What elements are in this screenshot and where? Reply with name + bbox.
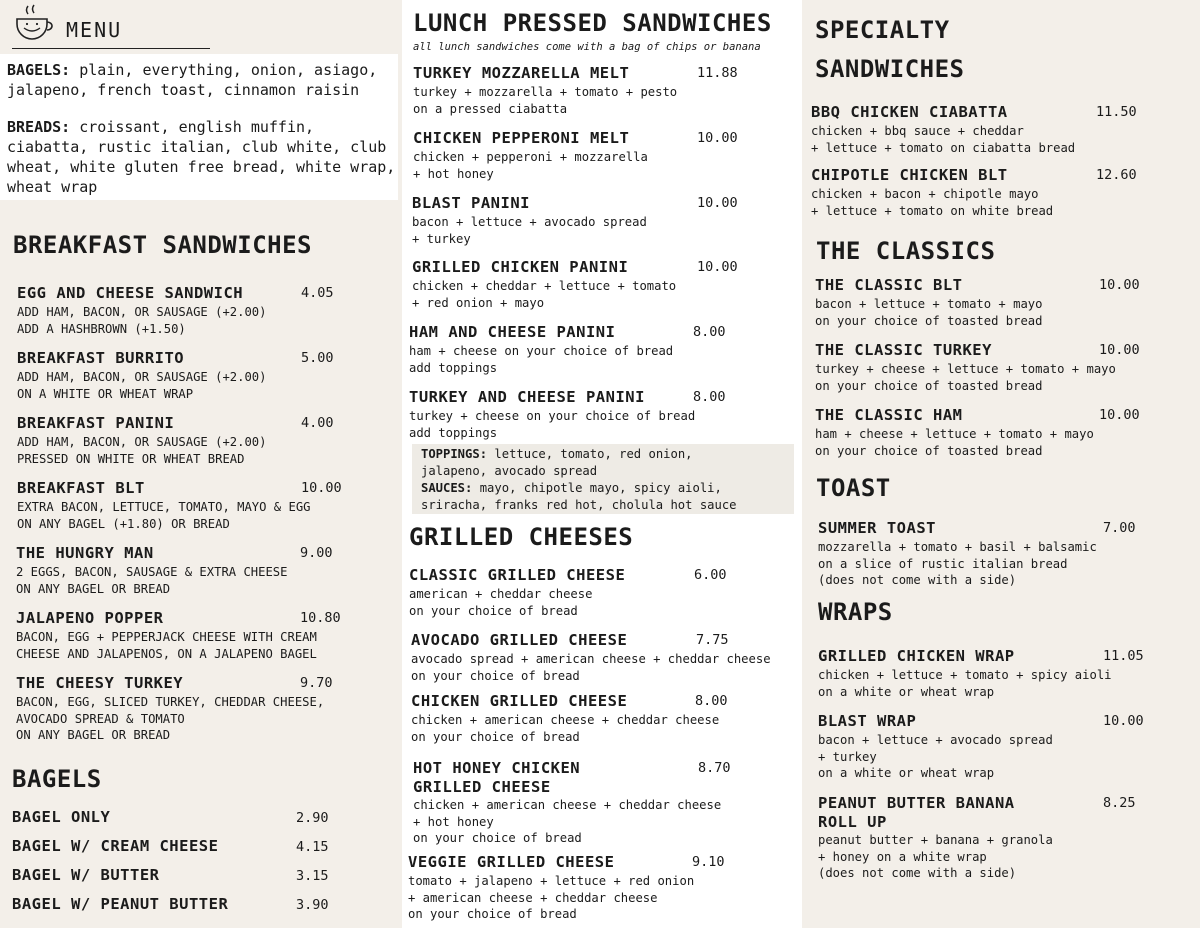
bagel-row	[12, 895, 342, 917]
item-name: CHICKEN PEPPERONI MELT	[413, 129, 630, 147]
item-price: 11.88	[697, 65, 738, 81]
menu-title: MENU	[66, 18, 123, 42]
coffee-cup-icon	[14, 4, 58, 44]
item-name: SUMMER TOAST	[818, 519, 936, 537]
breads-label: BREADS:	[7, 118, 71, 136]
specialty-title: SPECIALTY	[815, 16, 950, 44]
item-desc: chicken + american cheese + cheddar cheese + hot honey on your choice of bread	[413, 798, 722, 845]
item-name: BREAKFAST BLT	[17, 479, 145, 497]
item-desc: peanut butter + banana + granola + honey on a white wrap (does not come with a side)	[818, 833, 1053, 880]
bagel-options	[7, 60, 397, 100]
item-price: 10.00	[1099, 342, 1140, 358]
item-name: THE HUNGRY MAN	[16, 544, 154, 562]
item-price: 8.25	[1103, 795, 1136, 811]
bagel-name: BAGEL ONLY	[12, 808, 111, 826]
item-name: HAM AND CHEESE PANINI	[409, 323, 616, 341]
bagel-price: 4.15	[296, 839, 329, 855]
item-desc: ham + cheese on your choice of bread add toppings	[409, 344, 674, 375]
item-desc: bacon + lettuce + tomato + mayo on your choice of toasted bread	[815, 297, 1043, 328]
bread-options	[7, 117, 397, 197]
item-price: 12.60	[1096, 167, 1137, 183]
bagel-row	[12, 808, 342, 830]
item-desc: turkey + cheese + lettuce + tomato + mayo on your choice of toasted bread	[815, 362, 1116, 393]
item-price: 8.00	[693, 389, 726, 405]
item-name: JALAPENO POPPER	[16, 609, 164, 627]
item-name: GRILLED CHICKEN WRAP	[818, 647, 1015, 665]
sauces-line-2: sriracha, franks red hot, cholula hot sauce	[421, 498, 737, 512]
item-desc: bacon + lettuce + avocado spread + turkey on a white or wheat wrap	[818, 733, 1053, 780]
item-price: 9.00	[300, 545, 333, 561]
item-desc: ham + cheese + lettuce + tomato + mayo on your choice of toasted bread	[815, 427, 1094, 458]
item-price: 8.00	[695, 693, 728, 709]
item-desc: mozzarella + tomato + basil + balsamic on a slice of rustic italian bread (does not come with a side)	[818, 540, 1097, 587]
item-price: 10.00	[1099, 277, 1140, 293]
toppings-line	[421, 446, 693, 463]
item-price: 6.00	[694, 567, 727, 583]
item-desc: chicken + bacon + chipotle mayo + lettuce + tomato on white bread	[811, 187, 1054, 218]
item-name: BLAST WRAP	[818, 712, 917, 730]
item-name: THE CHEESY TURKEY	[16, 674, 184, 692]
column-right	[802, 0, 1200, 928]
item-desc: BACON, EGG + PEPPERJACK CHEESE WITH CREAM CHEESE AND JALAPENOS, ON A JALAPENO BAGEL	[16, 630, 317, 661]
menu-header	[12, 4, 210, 49]
item-price: 9.10	[692, 854, 725, 870]
bagel-name: BAGEL W/ BUTTER	[12, 866, 160, 884]
item-name: HOT HONEY CHICKEN	[413, 759, 581, 777]
item-desc: american + cheddar cheese on your choice of bread	[409, 587, 593, 618]
sauces-text: mayo, chipotle mayo, spicy aioli,	[479, 481, 722, 495]
bagel-row	[12, 866, 342, 888]
bagels-title: BAGELS	[12, 765, 102, 793]
item-price: 8.00	[693, 324, 726, 340]
item-price: 11.05	[1103, 648, 1144, 664]
item-name: CHIPOTLE CHICKEN BLT	[811, 166, 1008, 184]
item-desc: bacon + lettuce + avocado spread + turkey	[412, 215, 647, 246]
item-desc: tomato + jalapeno + lettuce + red onion + american cheese + cheddar cheese on your choice of bread	[408, 874, 695, 921]
wraps-title: WRAPS	[818, 598, 893, 626]
toppings-text: lettuce, tomato, red onion,	[494, 447, 693, 461]
item-name: TURKEY AND CHEESE PANINI	[409, 388, 645, 406]
bagel-name: BAGEL W/ CREAM CHEESE	[12, 837, 219, 855]
item-name: GRILLED CHICKEN PANINI	[412, 258, 629, 276]
item-name: CLASSIC GRILLED CHEESE	[409, 566, 626, 584]
breads-text: croissant, english muffin, ciabatta, rustic italian, club white, club wheat, white gluten free bread, white wrap, wheat wrap	[7, 118, 396, 196]
sauces-label: SAUCES:	[421, 481, 473, 495]
toppings-line-2: jalapeno, avocado spread	[421, 464, 598, 478]
item-price: 8.70	[698, 760, 731, 776]
item-name-line-2: ROLL UP	[818, 813, 887, 831]
bagel-name: BAGEL W/ PEANUT BUTTER	[12, 895, 229, 913]
bagel-row	[12, 837, 342, 859]
breakfast-title: BREAKFAST SANDWICHES	[13, 231, 312, 259]
item-name: AVOCADO GRILLED CHEESE	[411, 631, 628, 649]
item-price: 9.70	[300, 675, 333, 691]
item-desc: turkey + cheese on your choice of bread add toppings	[409, 409, 696, 440]
item-price: 10.80	[300, 610, 341, 626]
item-desc: ADD HAM, BACON, OR SAUSAGE (+2.00) ADD A HASHBROWN (+1.50)	[17, 305, 267, 336]
item-price: 5.00	[301, 350, 334, 366]
lunch-title: LUNCH PRESSED SANDWICHES	[413, 9, 772, 37]
item-name: PEANUT BUTTER BANANA	[818, 794, 1015, 812]
specialty-title-line-2: SANDWICHES	[815, 55, 965, 83]
bagel-price: 3.90	[296, 897, 329, 913]
toast-title: TOAST	[816, 474, 891, 502]
item-name: VEGGIE GRILLED CHEESE	[408, 853, 615, 871]
bagels-text: plain, everything, onion, asiago, jalapeno, french toast, cinnamon raisin	[7, 61, 378, 99]
item-desc: EXTRA BACON, LETTUCE, TOMATO, MAYO & EGG ON ANY BAGEL (+1.80) OR BREAD	[17, 500, 311, 531]
item-name: THE CLASSIC TURKEY	[815, 341, 992, 359]
bagel-price: 2.90	[296, 810, 329, 826]
item-price: 10.00	[1103, 713, 1144, 729]
classics-title: THE CLASSICS	[816, 237, 996, 265]
column-left	[0, 0, 402, 928]
item-desc: ADD HAM, BACON, OR SAUSAGE (+2.00) PRESSED ON WHITE OR WHEAT BREAD	[17, 435, 267, 466]
item-desc: chicken + american cheese + cheddar cheese on your choice of bread	[411, 713, 720, 744]
item-desc: chicken + cheddar + lettuce + tomato + red onion + mayo	[412, 279, 677, 310]
item-name: BBQ CHICKEN CIABATTA	[811, 103, 1008, 121]
item-name: CHICKEN GRILLED CHEESE	[411, 692, 628, 710]
item-name: BREAKFAST PANINI	[17, 414, 175, 432]
item-price: 11.50	[1096, 104, 1137, 120]
grilled-title: GRILLED CHEESES	[409, 523, 634, 551]
item-name-line-2: GRILLED CHEESE	[413, 778, 551, 796]
item-desc: avocado spread + american cheese + cheddar cheese on your choice of bread	[411, 652, 771, 683]
sauces-line	[421, 480, 722, 497]
item-name: TURKEY MOZZARELLA MELT	[413, 64, 630, 82]
item-desc: BACON, EGG, SLICED TURKEY, CHEDDAR CHEESE, AVOCADO SPREAD & TOMATO ON ANY BAGEL OR BREAD	[16, 695, 325, 742]
item-desc: chicken + pepperoni + mozzarella + hot honey	[413, 150, 648, 181]
item-price: 10.00	[697, 195, 738, 211]
item-price: 7.00	[1103, 520, 1136, 536]
item-price: 10.00	[1099, 407, 1140, 423]
toppings-sauces-box	[412, 444, 794, 514]
item-price: 7.75	[696, 632, 729, 648]
bagels-label: BAGELS:	[7, 61, 71, 79]
item-price: 10.00	[697, 130, 738, 146]
item-name: BREAKFAST BURRITO	[17, 349, 185, 367]
bagel-bread-options	[0, 54, 398, 200]
item-desc: ADD HAM, BACON, OR SAUSAGE (+2.00) ON A WHITE OR WHEAT WRAP	[17, 370, 267, 401]
item-price: 4.05	[301, 285, 334, 301]
item-name: EGG AND CHEESE SANDWICH	[17, 284, 244, 302]
item-desc: chicken + bbq sauce + cheddar + lettuce + tomato on ciabatta bread	[811, 124, 1076, 155]
lunch-subtitle: all lunch sandwiches come with a bag of chips or banana	[413, 41, 761, 53]
item-price: 10.00	[697, 259, 738, 275]
item-desc: chicken + lettuce + tomato + spicy aioli on a white or wheat wrap	[818, 668, 1112, 699]
item-desc: 2 EGGS, BACON, SAUSAGE & EXTRA CHEESE ON ANY BAGEL OR BREAD	[16, 565, 288, 596]
column-middle	[402, 0, 802, 928]
item-price: 4.00	[301, 415, 334, 431]
item-desc: turkey + mozzarella + tomato + pesto on a pressed ciabatta	[413, 85, 678, 116]
item-name: BLAST PANINI	[412, 194, 530, 212]
item-price: 10.00	[301, 480, 342, 496]
toppings-label: TOPPINGS:	[421, 447, 488, 461]
item-name: THE CLASSIC BLT	[815, 276, 963, 294]
bagel-price: 3.15	[296, 868, 329, 884]
item-name: THE CLASSIC HAM	[815, 406, 963, 424]
